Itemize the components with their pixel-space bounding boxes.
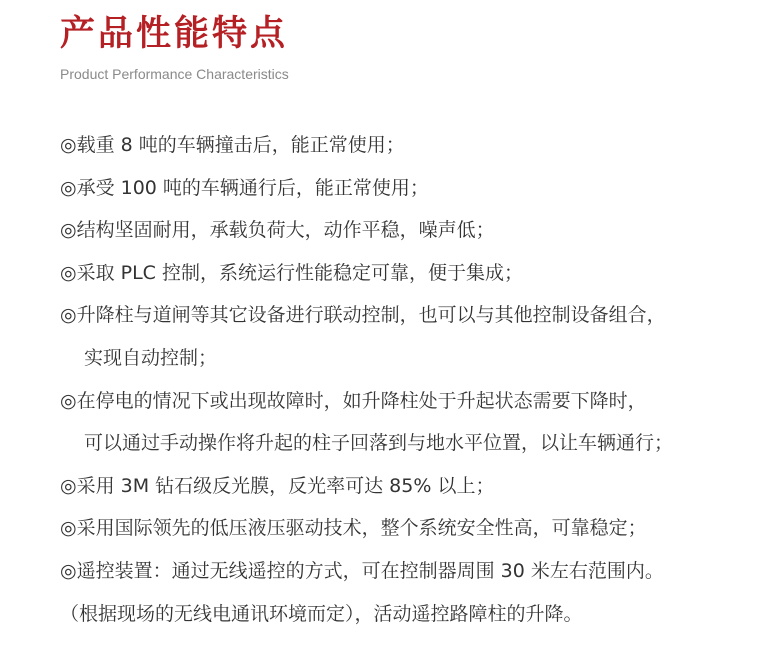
feature-list	[60, 131, 780, 642]
page-title: 产品性能特点	[60, 14, 289, 54]
feature-item: ◎采用国际领先的低压液压驱动技术，整个系统安全性高，可靠稳定；	[60, 517, 647, 540]
page-subtitle: Product Performance Characteristics	[60, 66, 289, 82]
feature-item: ◎结构坚固耐用，承载负荷大，动作平稳，噪声低；	[60, 219, 495, 242]
feature-item: ◎采用 3M 钻石级反光膜，反光率可达 85% 以上；	[60, 474, 495, 497]
feature-item: ◎在停电的情况下或出现故障时，如升降柱处于升起状态需要下降时，	[60, 389, 647, 412]
feature-item: ◎采取 PLC 控制，系统运行性能稳定可靠，便于集成；	[60, 261, 523, 284]
feature-item-continuation: 实现自动控制；	[84, 346, 218, 369]
feature-note: （根据现场的无线电通讯环境而定），活动遥控路障柱的升降。	[60, 602, 583, 625]
feature-item-continuation: 可以通过手动操作将升起的柱子回落到与地水平位置，以让车辆通行；	[84, 432, 674, 455]
feature-item: ◎升降柱与道闸等其它设备进行联动控制，也可以与其他控制设备组合，	[60, 304, 666, 327]
feature-item: ◎承受 100 吨的车辆通行后，能正常使用；	[60, 176, 429, 199]
feature-item: ◎载重 8 吨的车辆撞击后，能正常使用；	[60, 134, 405, 156]
feature-item: ◎遥控装置：通过无线遥控的方式，可在控制器周围 30 米左右范围内。	[60, 559, 664, 582]
